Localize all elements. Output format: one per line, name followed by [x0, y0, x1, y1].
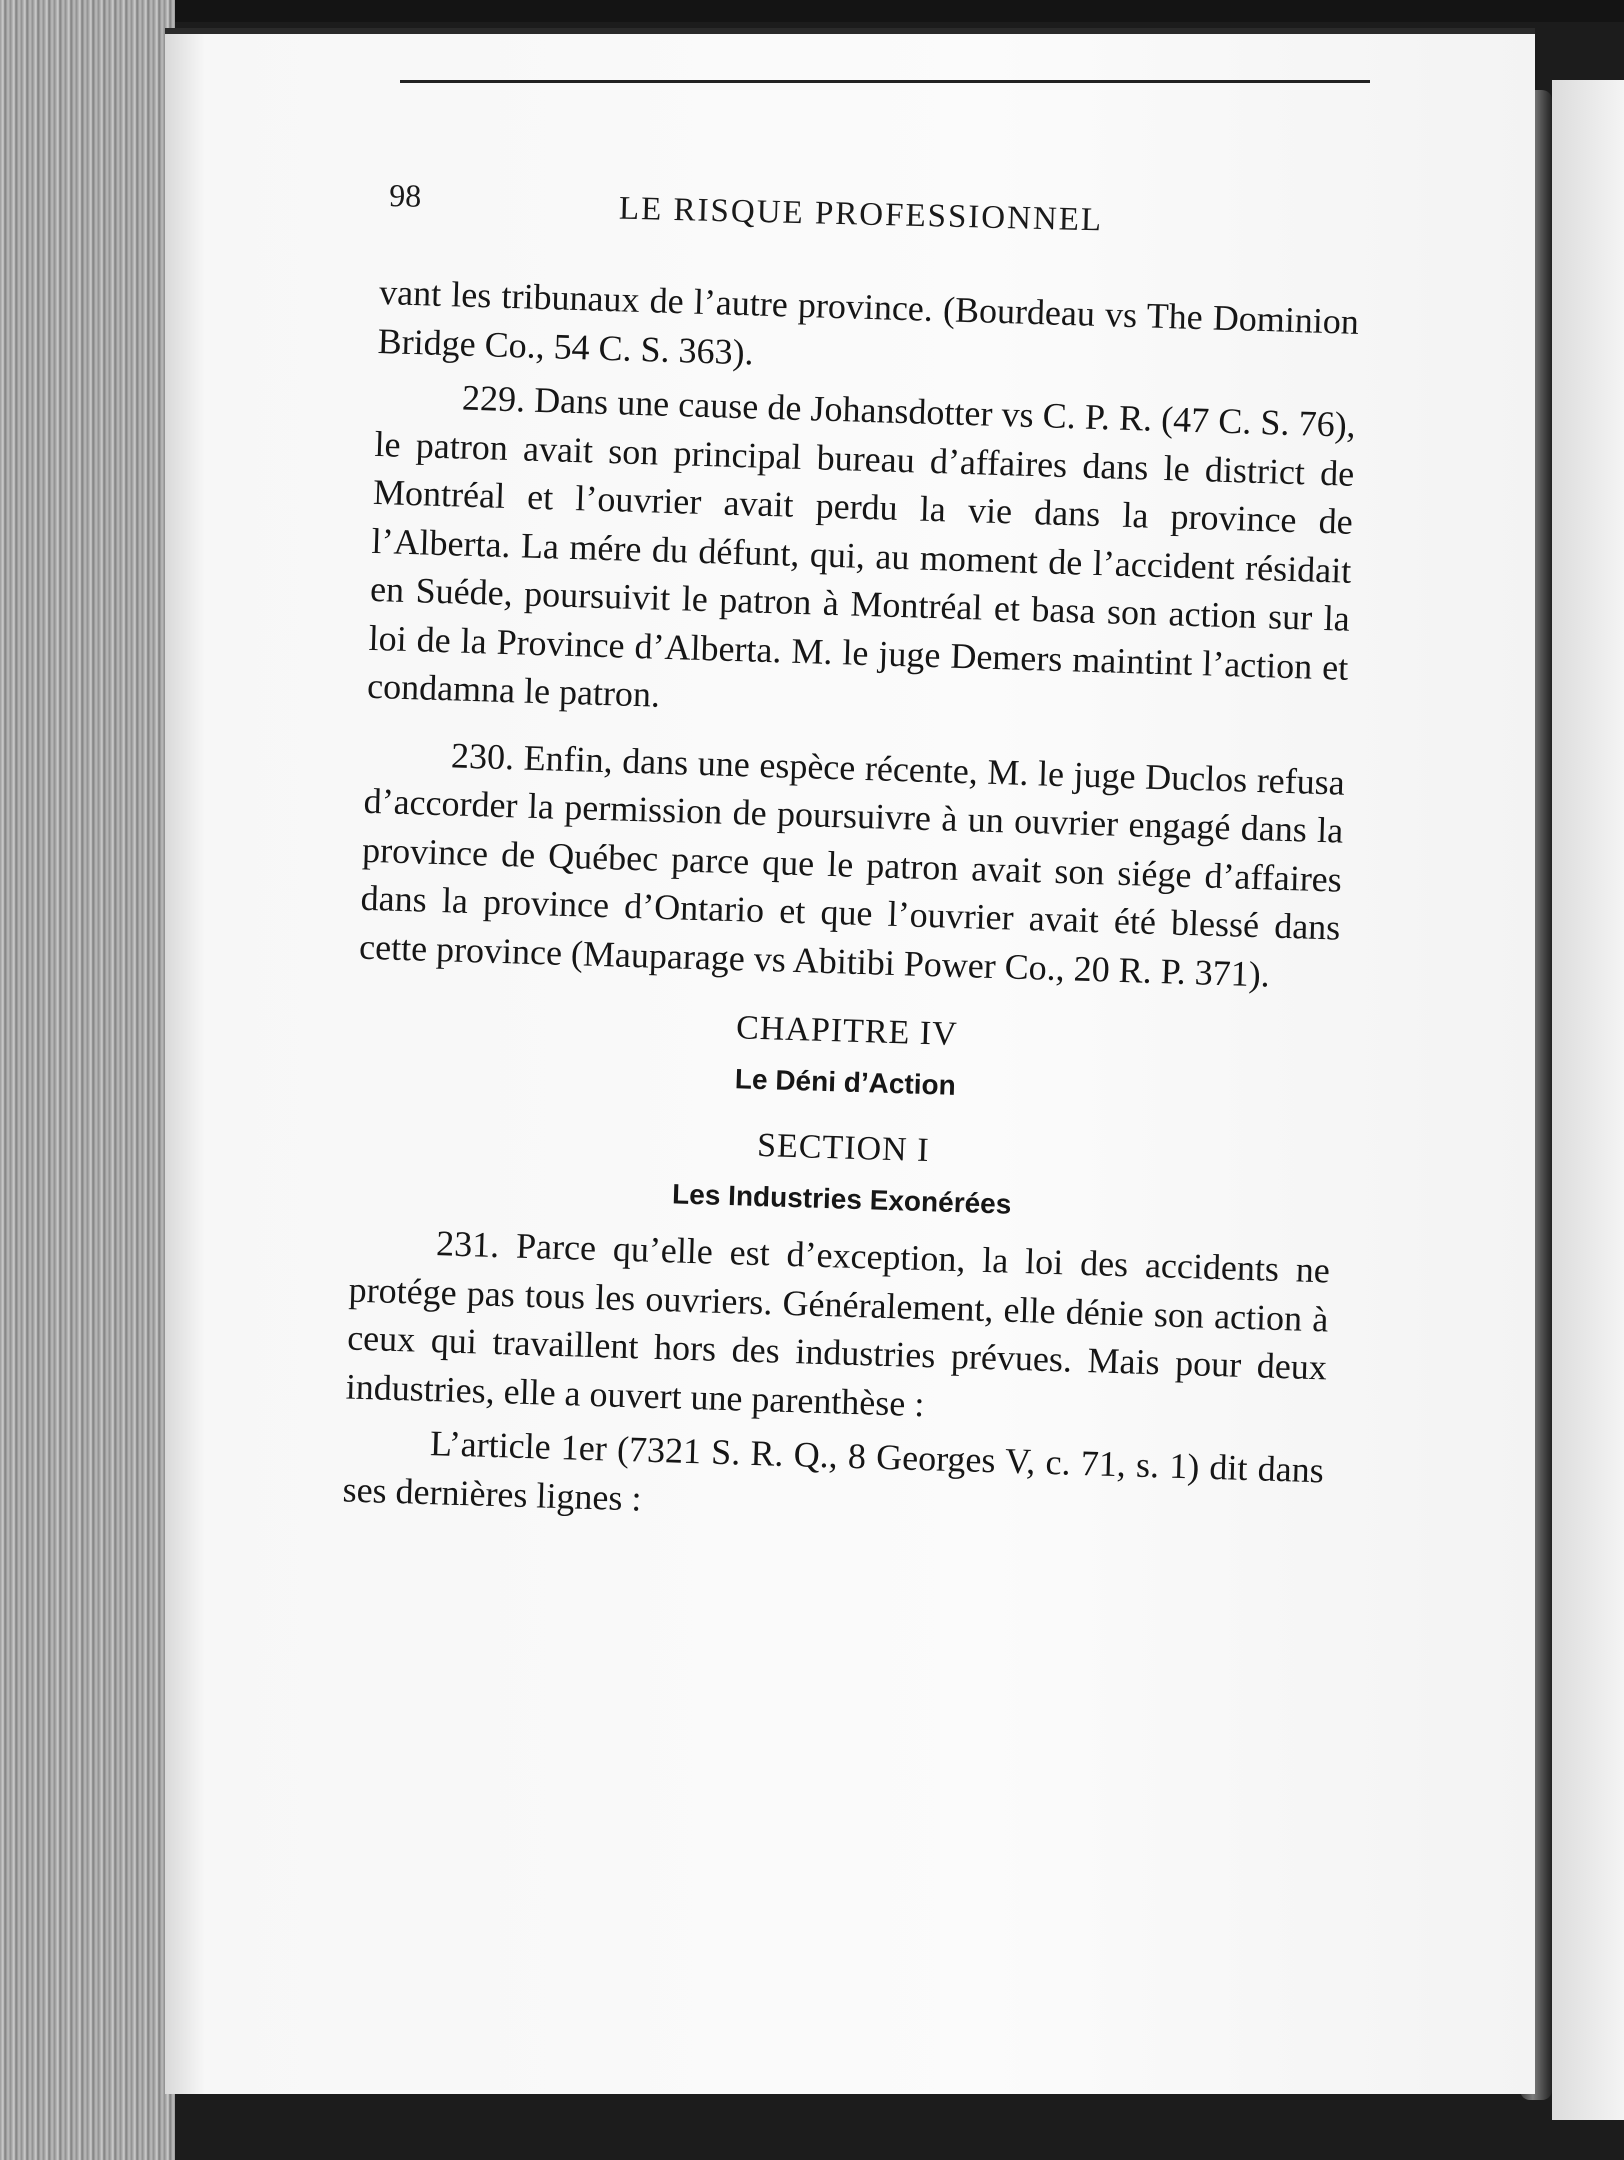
paragraph-article: L’article 1er (7321 S. R. Q., 8 Georges V, c. 71, s. 1) dit dans ses dernières lignes :: [342, 1423, 1325, 1519]
header-rule: [400, 80, 1370, 83]
scanner-top-band: [0, 0, 1624, 22]
paragraph-230: 230. Enfin, dans une espèce récente, M. le juge Duclos refusa d’accorder la permission de poursuivre à un ouvrier engagé dans la province de Québec parce que le patron avait son siége d’affaires dans la province d’Ontario et que l’ouvrier avait été blessé dans cette province (Mauparage vs Abitibi Power Co., 20 R. P. 371).: [358, 734, 1346, 994]
chapter-title: CHAPITRE IV: [735, 1009, 959, 1053]
paragraph-continued: vant les tribunaux de l’autre province. (Bourdeau vs The Dominion Bridge Co., 54 C. S. 363).: [377, 271, 1360, 372]
book-page-edges: [0, 0, 175, 2160]
section-title: SECTION I: [756, 1126, 931, 1170]
adjacent-page: [1552, 80, 1624, 2120]
page-body: [342, 268, 1360, 1543]
running-title: LE RISQUE PROFESSIONNEL: [618, 190, 1104, 239]
page-number: 98: [388, 176, 422, 214]
chapter-subtitle: Le Déni d’Action: [734, 1062, 957, 1101]
paragraph-231: 231. Parce qu’elle est d’exception, la loi des accidents ne protége pas tous les ouvriers. Généralement, elle dénie son action à ceux qui travaillent hors des industries prévues. Mais pour deux industries, elle a ouvert une parenthèse :: [345, 1223, 1331, 1424]
section-subtitle: Les Industries Exonérées: [671, 1177, 1012, 1220]
paragraph-229: 229. Dans une cause de Johansdotter vs C. P. R. (47 C. S. 76), le patron avait son principal bureau d’affaires dans le district de Montréal et l’ouvrier avait perdu la vie dans la province de l’Alberta. La mére du défunt, qui, au moment de l’accident résidait en Suéde, poursuivit le patron à Montréal et basa son action sur la loi de la Province d’Alberta. M. le juge Demers maintint l’action et condamna le patron.: [366, 377, 1357, 715]
